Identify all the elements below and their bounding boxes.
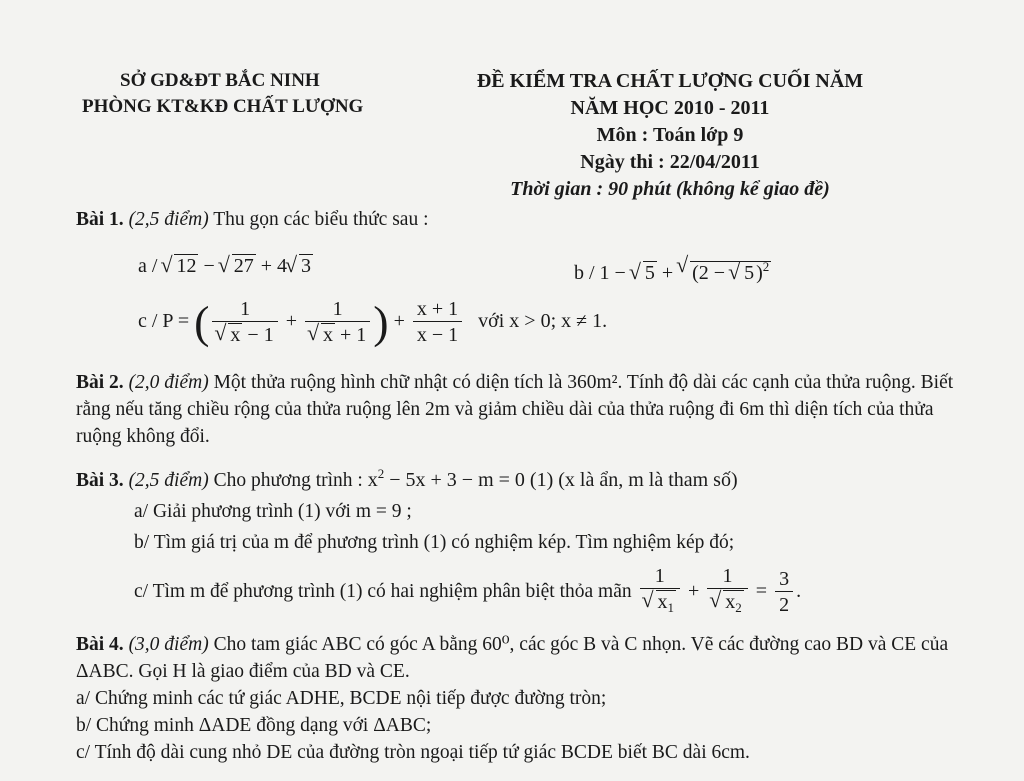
dept-line-1: SỞ GD&ĐT BẮC NINH bbox=[120, 70, 320, 91]
bai3-c-formula: 1 √ $x_1$ + 1 √ $x_2$ = $\frac{3}{2}$ . bbox=[637, 580, 802, 602]
bai1-label: Bài 1. bbox=[76, 209, 124, 230]
bai3-heading bbox=[76, 460, 956, 494]
exam-date: Ngày thi : 22/04/2011 bbox=[580, 151, 760, 173]
bai4-points: (3,0 điểm) bbox=[128, 634, 209, 655]
bai4-paragraph bbox=[76, 631, 956, 685]
bai1-heading bbox=[76, 206, 956, 233]
exam-duration: Thời gian : 90 phút (không kể giao đề) bbox=[510, 178, 830, 200]
bai4-b: b/ Chứng minh ΔADE đồng dạng với ΔABC; bbox=[76, 715, 432, 736]
bai3-equation-suffix: − 5x + 3 − m = 0 (1) (x là ẩn, m là tham số) bbox=[384, 469, 738, 491]
bai1-a-prefix: a / bbox=[138, 255, 163, 277]
bai4-a: a/ Chứng minh các tứ giác ADHE, BCDE nội tiếp được đường tròn; bbox=[76, 688, 607, 709]
bai3-c-line bbox=[76, 564, 956, 621]
exam-header bbox=[430, 68, 910, 203]
bai1-ab-row bbox=[76, 249, 956, 289]
bai3-label: Bài 3. bbox=[76, 470, 124, 491]
bai4-label: Bài 4. bbox=[76, 634, 124, 655]
bai2-label: Bài 2. bbox=[76, 372, 124, 393]
bai3-text: Cho phương trình : bbox=[208, 470, 363, 491]
exam-body bbox=[76, 206, 956, 766]
bai1-points: (2,5 điểm) bbox=[128, 209, 209, 230]
department-header bbox=[82, 68, 412, 120]
exam-title: ĐỀ KIỂM TRA CHẤT LƯỢNG CUỐI NĂM bbox=[476, 70, 864, 92]
bai4-c: c/ Tính độ dài cung nhỏ DE của đường tròn ngoại tiếp tứ giác BCDE biết BC dài 6cm. bbox=[76, 742, 750, 763]
bai3-b: b/ Tìm giá trị của m để phương trình (1) có nghiệm kép. Tìm nghiệm kép đó; bbox=[134, 532, 735, 553]
bai4-text: Cho tam giác ABC có góc A bằng 60⁰, các góc B và C nhọn. Vẽ các đường cao BD và CE của ΔABC. Gọi H là giao điểm của BD và CE. bbox=[76, 634, 949, 682]
bai1-text: Thu gọn các biểu thức sau : bbox=[208, 209, 429, 230]
bai3-a: a/ Giải phương trình (1) với m = 9 ; bbox=[134, 501, 412, 522]
subject: Môn : Toán lớp 9 bbox=[596, 124, 744, 146]
bai1-a: a / √ 12 − √ 27 + 4√ 3 bbox=[138, 253, 313, 280]
bai1-c-row bbox=[76, 295, 956, 355]
bai3-c: c/ Tìm m để phương trình (1) có hai nghiệm phân biệt thỏa mãn bbox=[134, 581, 632, 603]
bai1-c-condition: với x > 0; x ≠ 1. bbox=[478, 310, 608, 333]
bai1-c: c / P = ( 1 √ x − 1 + 1 √ x + 1 ) + $\frac{x + 1}{x - 1}$ với x > 0; x ≠ 1. bbox=[138, 297, 607, 348]
bai3-points: (2,5 điểm) bbox=[128, 470, 209, 491]
dept-line-2: PHÒNG KT&KĐ CHẤT LƯỢNG bbox=[82, 96, 364, 117]
bai2-points: (2,0 điểm) bbox=[128, 372, 209, 393]
bai3-equation: $x^2 - 5x + 3 - m = 0$ (1) (x là ẩn, m là tham số) bbox=[367, 466, 738, 491]
bai2-text: Một thửa ruộng hình chữ nhật có diện tích là 360m². Tính độ dài các cạnh của thửa ruộng. Biết rằng nếu tăng chiều rộng của thửa ruộng lên 2m và giảm chiều dài của thửa ruộng đi 6m thì diện tích của thửa ruộng không đổi. bbox=[76, 372, 954, 447]
bai2-paragraph bbox=[76, 369, 956, 450]
bai1-b: b / 1 − √ 5 + √ (2 − √ 5 )$^2$ bbox=[574, 253, 771, 287]
bai1-b-prefix: b / 1 − bbox=[574, 262, 631, 284]
bai1-c-prefix: c / P = bbox=[138, 310, 195, 333]
school-year: NĂM HỌC 2010 - 2011 bbox=[570, 97, 770, 119]
